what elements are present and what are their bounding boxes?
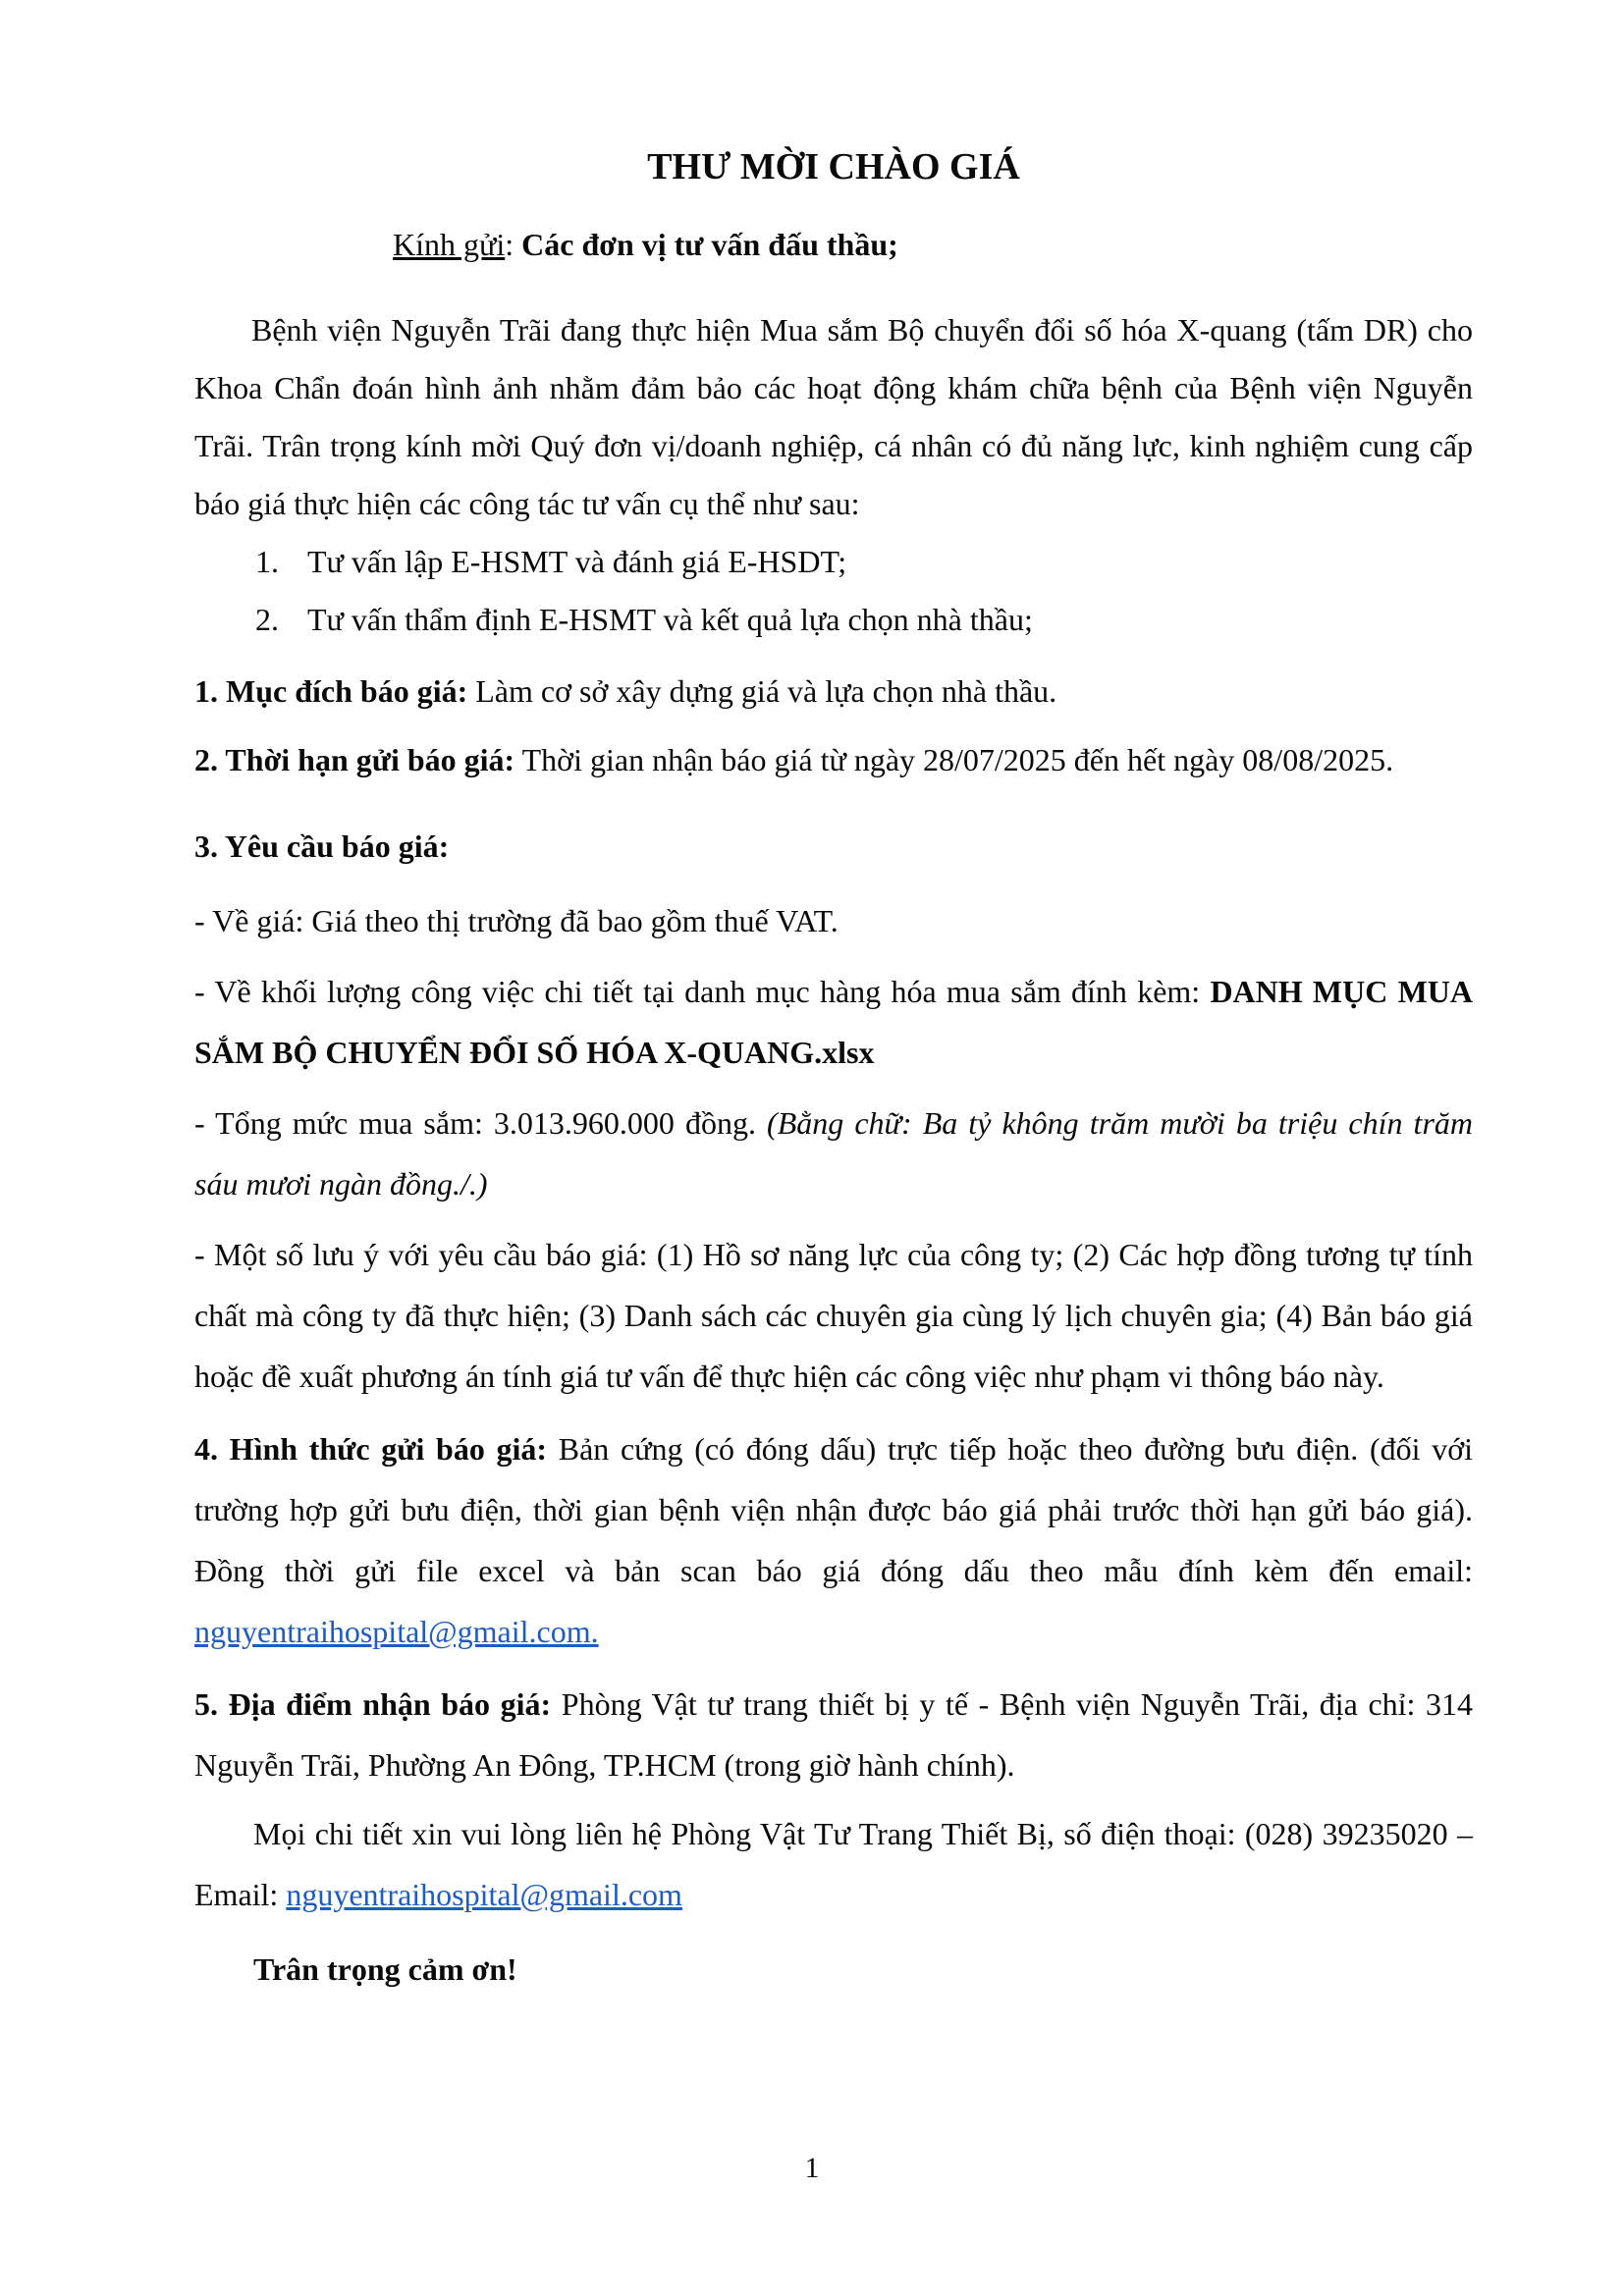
contact-paragraph	[194, 1803, 1473, 1925]
section-location-text: Phòng Vật tư trang thiết bị y tế - Bệnh viện Nguyễn Trãi, địa chỉ: 314 Nguyễn Trãi, Phường An Đông, TP.HCM (trong giờ hành chính).	[194, 1685, 1474, 1783]
requirement-budget	[194, 1093, 1473, 1214]
section-purpose	[194, 661, 1473, 721]
greeting-salutation: Kính gửi	[393, 226, 506, 262]
section-purpose-label: 1. Mục đích báo giá:	[194, 672, 468, 709]
closing-line: Trân trọng cảm ơn!	[253, 1950, 517, 1987]
greeting-line	[393, 224, 1473, 266]
section-deadline-text: Thời gian nhận báo giá từ ngày 28/07/2025 đến hết ngày 08/08/2025.	[514, 741, 1394, 777]
requirement-notes: - Một số lưu ý với yêu cầu báo giá: (1) Hồ sơ năng lực của công ty; (2) Các hợp đồng tương tự tính chất mà công ty đã thực hiện; (3) Danh sách các chuyên gia cùng lý lịch chuyên gia; (4) Bản báo giá hoặc đề xuất phương án tính giá tư vấn để thực hiện các công việc như phạm vi thông báo này.	[194, 1236, 1473, 1394]
email-link[interactable]: nguyentraihospital@gmail.com.	[194, 1613, 599, 1649]
section-location-label: 5. Địa điểm nhận báo giá:	[194, 1685, 552, 1722]
section-delivery-label: 4. Hình thức gửi báo giá:	[194, 1430, 548, 1467]
section-requirements-heading: 3. Yêu cầu báo giá:	[194, 828, 450, 864]
requirement-budget-words: (Bằng chữ: Ba tỷ không trăm mười ba triệu chín trăm sáu mươi ngàn đồng./.)	[194, 1104, 1474, 1201]
section-location	[194, 1674, 1473, 1795]
intro-paragraph: Bệnh viện Nguyễn Trãi đang thực hiện Mua sắm Bộ chuyển đổi số hóa X-quang (tấm DR) cho Khoa Chẩn đoán hình ảnh nhằm đảm bảo các hoạt động khám chữa bệnh của Bệnh viện Nguyễn Trãi. Trân trọng kính mời Quý đơn vị/doanh nghiệp, cá nhân có đủ năng lực, kinh nghiệm cung cấp báo giá thực hiện các công tác tư vấn cụ thể như sau:	[194, 311, 1473, 521]
requirement-price: - Về giá: Giá theo thị trường đã bao gồm thuế VAT.	[194, 902, 839, 938]
section-delivery	[194, 1418, 1473, 1662]
task-text: Tư vấn thẩm định E-HSMT và kết quả lựa chọn nhà thầu;	[307, 601, 1033, 637]
task-text: Tư vấn lập E-HSMT và đánh giá E-HSDT;	[307, 543, 847, 579]
greeting-colon: :	[505, 226, 522, 262]
requirement-scope-text: - Về khối lượng công việc chi tiết tại danh mục hàng hóa mua sắm đính kèm:	[194, 973, 1211, 1009]
task-list	[255, 533, 1473, 649]
section-deadline	[194, 729, 1473, 790]
task-number: 1.	[255, 543, 279, 579]
greeting-recipient: Các đơn vị tư vấn đấu thầu;	[521, 226, 898, 262]
section-delivery-text: Bản cứng (có đóng dấu) trực tiếp hoặc theo đường bưu điện. (đối với trường hợp gửi bưu điện, thời gian bệnh viện nhận được báo giá phải trước thời hạn gửi báo giá). Đồng thời gửi file excel và bản scan báo giá đóng dấu theo mẫu đính kèm đến email:	[194, 1430, 1474, 1588]
page-title: THƯ MỜI CHÀO GIÁ	[647, 146, 1020, 187]
email-link[interactable]: nguyentraihospital@gmail.com	[286, 1876, 682, 1912]
section-purpose-text: Làm cơ sở xây dựng giá và lựa chọn nhà thầu.	[467, 672, 1057, 709]
requirement-scope	[194, 961, 1473, 1083]
task-item	[255, 591, 1473, 649]
requirement-budget-amount: - Tổng mức mua sắm: 3.013.960.000 đồng.	[194, 1104, 768, 1141]
page-number: 1	[804, 2152, 820, 2184]
document-content	[194, 145, 1473, 2000]
task-item	[255, 533, 1473, 591]
requirement-scope-filename: DANH MỤC MUA SẮM BỘ CHUYỂN ĐỔI SỐ HÓA X-QUANG.xlsx	[194, 973, 1474, 1070]
contact-text: Mọi chi tiết xin vui lòng liên hệ Phòng Vật Tư Trang Thiết Bị, số điện thoại: (028) 39235020 – Email:	[194, 1815, 1473, 1912]
task-number: 2.	[255, 601, 279, 637]
section-deadline-label: 2. Thời hạn gửi báo giá:	[194, 741, 515, 777]
